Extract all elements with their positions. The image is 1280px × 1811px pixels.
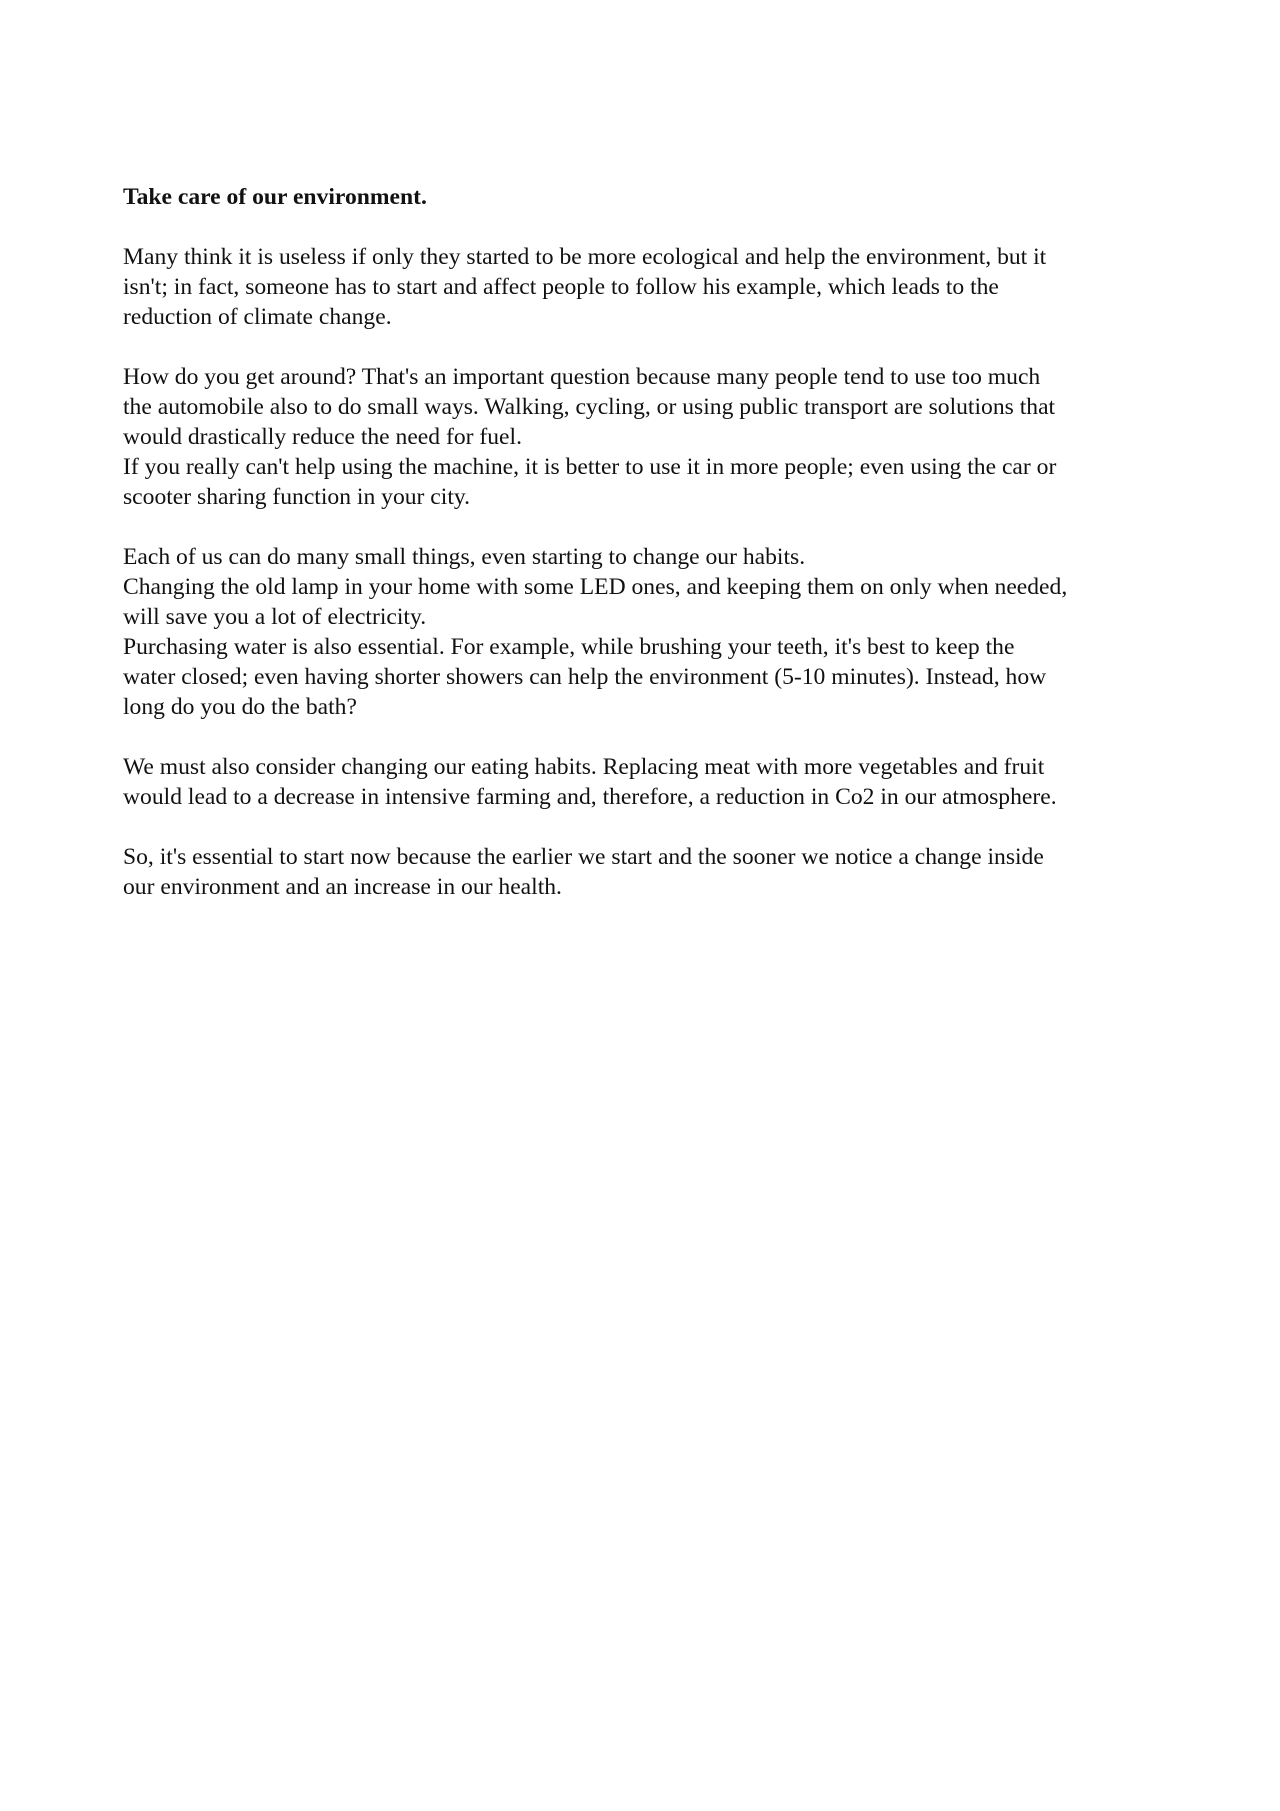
paragraph-line: Changing the old lamp in your home with some LED ones, and keeping them on only when needed, bbox=[123, 574, 1068, 600]
paragraph-line: scooter sharing function in your city. bbox=[123, 484, 471, 510]
paragraph-line: would drastically reduce the need for fuel. bbox=[123, 424, 522, 450]
paragraph-line: How do you get around? That's an important question because many people tend to use too much bbox=[123, 364, 1041, 390]
paragraph-line: We must also consider changing our eating habits. Replacing meat with more vegetables and fruit bbox=[123, 754, 1045, 780]
paragraph-line: Many think it is useless if only they started to be more ecological and help the environment, but it bbox=[123, 244, 1047, 270]
paragraph-intro bbox=[123, 242, 1173, 332]
paragraph-line: the automobile also to do small ways. Walking, cycling, or using public transport are solutions that bbox=[123, 394, 1056, 420]
paragraph-line: Purchasing water is also essential. For example, while brushing your teeth, it's best to keep the bbox=[123, 634, 1015, 660]
paragraph-line: If you really can't help using the machine, it is better to use it in more people; even using the car or bbox=[123, 454, 1057, 480]
document-body bbox=[123, 182, 1173, 932]
document-title: Take care of our environment. bbox=[123, 184, 427, 210]
paragraph-line: would lead to a decrease in intensive farming and, therefore, a reduction in Co2 in our atmosphere. bbox=[123, 784, 1057, 810]
paragraph-line: So, it's essential to start now because the earlier we start and the sooner we notice a change inside bbox=[123, 844, 1044, 870]
paragraph-line: isn't; in fact, someone has to start and affect people to follow his example, which leads to the bbox=[123, 274, 999, 300]
paragraph-line: water closed; even having shorter showers can help the environment (5-10 minutes). Instead, how bbox=[123, 664, 1047, 690]
paragraph-habits bbox=[123, 542, 1173, 722]
paragraph-line: long do you do the bath? bbox=[123, 694, 357, 720]
paragraph-conclusion bbox=[123, 842, 1173, 902]
paragraph-line: our environment and an increase in our health. bbox=[123, 874, 562, 900]
paragraph-transport bbox=[123, 362, 1173, 512]
paragraph-eating bbox=[123, 752, 1173, 812]
paragraph-line: reduction of climate change. bbox=[123, 304, 392, 330]
paragraph-line: will save you a lot of electricity. bbox=[123, 604, 427, 630]
paragraph-line: Each of us can do many small things, even starting to change our habits. bbox=[123, 544, 806, 570]
